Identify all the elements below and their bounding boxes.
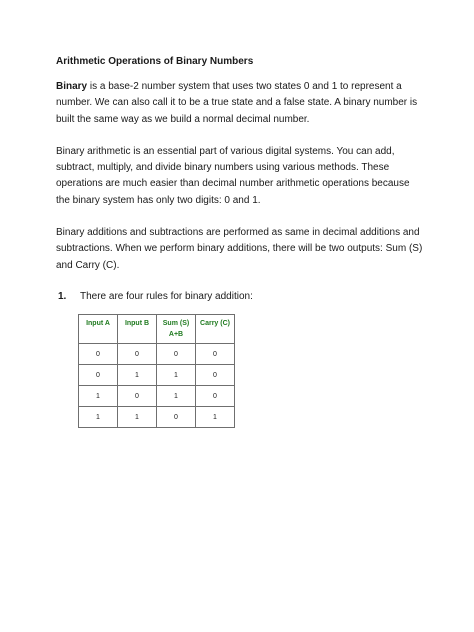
cell-sum: 0 bbox=[157, 406, 196, 427]
table-row bbox=[79, 406, 235, 427]
table-row bbox=[79, 385, 235, 406]
paragraph-binary-intro-text: is a base-2 number system that uses two states 0 and 1 to represent a number. We can also call it to be a true state and a false state. A binary number is built the same way as we build a normal decimal number. bbox=[56, 81, 418, 125]
paragraph-binary-addition: Binary additions and subtractions are performed as same in decimal additions and subtractions. When we perform binary additions, there will be two outputs: Sum (S) and Carry (C). bbox=[56, 227, 423, 271]
cell-input-b: 1 bbox=[118, 364, 157, 385]
paragraph-binary-intro bbox=[56, 79, 426, 128]
list-number: 1. bbox=[58, 290, 67, 302]
cell-carry: 0 bbox=[196, 343, 235, 364]
table-row bbox=[79, 364, 235, 385]
header-input-a: Input A bbox=[79, 314, 118, 343]
binary-term: Binary bbox=[56, 81, 88, 92]
cell-carry: 0 bbox=[196, 385, 235, 406]
header-sum: Sum (S) A+B bbox=[157, 314, 196, 343]
document-title: Arithmetic Operations of Binary Numbers bbox=[56, 56, 254, 67]
cell-input-a: 0 bbox=[79, 364, 118, 385]
header-input-b: Input B bbox=[118, 314, 157, 343]
document-page bbox=[56, 55, 426, 428]
list-item bbox=[56, 290, 426, 304]
cell-input-b: 0 bbox=[118, 385, 157, 406]
cell-sum: 0 bbox=[157, 343, 196, 364]
header-carry: Carry (C) bbox=[196, 314, 235, 343]
cell-sum: 1 bbox=[157, 364, 196, 385]
cell-input-a: 1 bbox=[79, 406, 118, 427]
paragraph-binary-arithmetic: Binary arithmetic is an essential part of various digital systems. You can add, subtract, multiply, and divide binary numbers using various methods. These operations are much easier than decimal number arithmetic operations because the binary system has only two digits: 0 and 1. bbox=[56, 145, 410, 206]
table-row bbox=[79, 343, 235, 364]
cell-input-b: 0 bbox=[118, 343, 157, 364]
cell-input-a: 1 bbox=[79, 385, 118, 406]
cell-input-b: 1 bbox=[118, 406, 157, 427]
list-text: There are four rules for binary addition: bbox=[80, 290, 253, 302]
cell-sum: 1 bbox=[157, 385, 196, 406]
cell-carry: 0 bbox=[196, 364, 235, 385]
table-header-row bbox=[79, 314, 235, 343]
binary-addition-table bbox=[78, 314, 235, 428]
cell-input-a: 0 bbox=[79, 343, 118, 364]
cell-carry: 1 bbox=[196, 406, 235, 427]
